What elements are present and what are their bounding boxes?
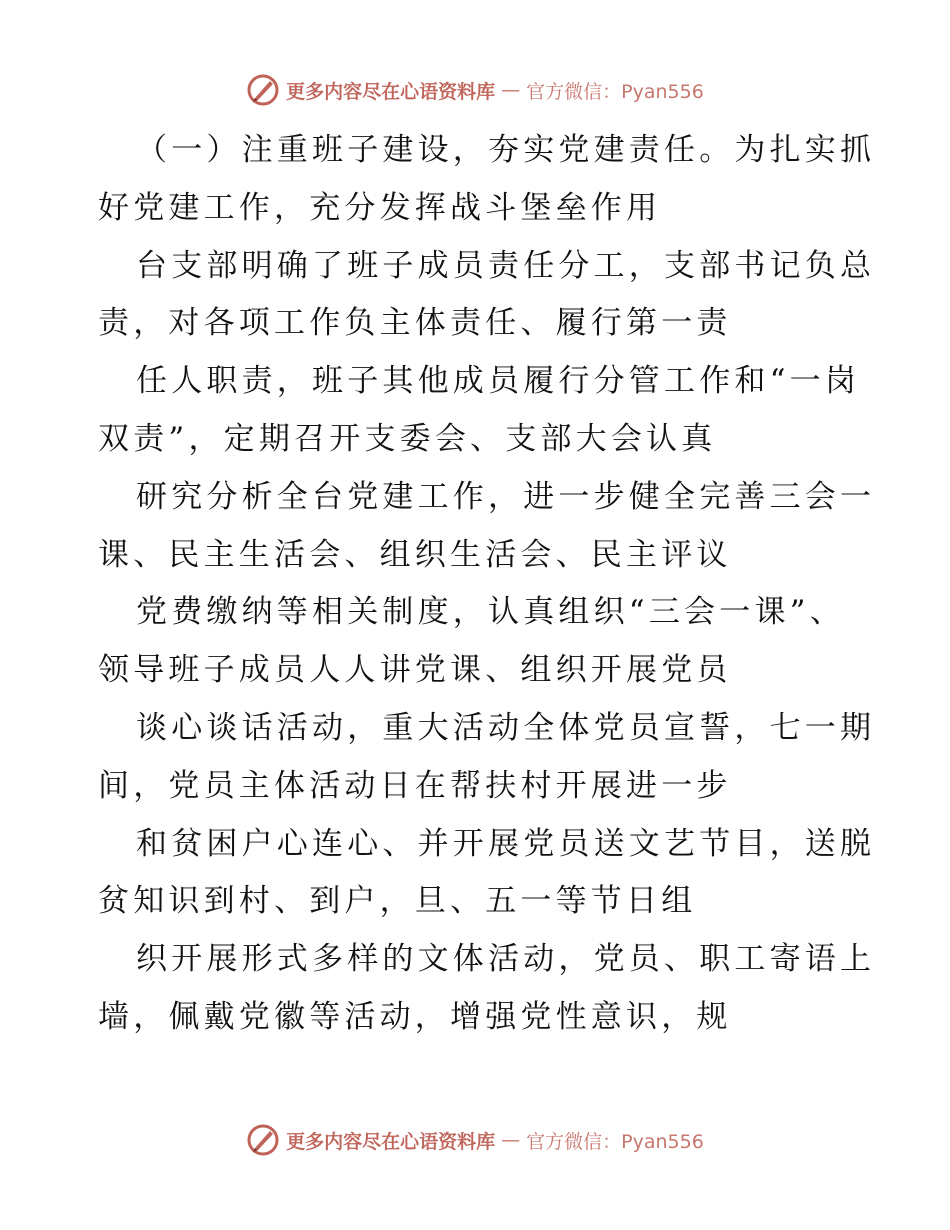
paragraph-line: 党费缴纳等相关制度，认真组织“三会一课”、 xyxy=(136,594,845,631)
paragraph-1 xyxy=(98,122,876,238)
paragraph-5 xyxy=(98,584,858,700)
paragraph-8 xyxy=(98,931,876,1047)
paragraph-line: 贫知识到村、到户，旦、五一等节日组 xyxy=(98,883,697,920)
paragraph-2 xyxy=(98,238,876,354)
paragraph-6 xyxy=(98,700,876,816)
document-body xyxy=(98,122,876,1047)
paragraph-line: 织开展形式多样的文体活动，党员、职工寄语上 xyxy=(136,941,876,978)
paragraph-line: 领导班子成员人人讲党课、组织开展党员 xyxy=(98,652,732,689)
watermark-dash: — xyxy=(501,1129,521,1151)
header-watermark xyxy=(0,70,950,110)
pen-circle-logo-icon xyxy=(246,1123,280,1157)
paragraph-line: 间，党员主体活动日在帮扶村开展进一步 xyxy=(98,767,732,804)
paragraph-line: 双责”，定期召开支委会、支部大会认真 xyxy=(98,420,717,457)
watermark-wechat: 官方微信：Pyan556 xyxy=(526,1130,704,1153)
paragraph-line: 墙，佩戴党徽等活动，增强党性意识，规 xyxy=(98,998,732,1035)
watermark-brand: 更多内容尽在心语资料库 xyxy=(286,1130,496,1153)
paragraph-line: 台支部明确了班子成员责任分工，支部书记负总 xyxy=(136,247,876,284)
watermark-dash: — xyxy=(501,79,521,101)
paragraph-3 xyxy=(98,353,861,469)
paragraph-line: 谈心谈话活动，重大活动全体党员宣誓，七一期 xyxy=(136,709,876,746)
watermark-brand: 更多内容尽在心语资料库 xyxy=(286,80,496,103)
paragraph-line: 任人职责，班子其他成员履行分管工作和“一岗 xyxy=(136,363,861,400)
pen-circle-logo-icon xyxy=(246,73,280,107)
paragraph-line: 好党建工作，充分发挥战斗堡垒作用 xyxy=(98,189,662,226)
footer-watermark xyxy=(0,1120,950,1160)
paragraph-7 xyxy=(98,816,876,932)
paragraph-line: （一）注重班子建设，夯实党建责任。为扎实抓 xyxy=(136,132,876,168)
paragraph-line: 研究分析全台党建工作，进一步健全完善三会一 xyxy=(136,478,876,515)
paragraph-line: 课、民主生活会、组织生活会、民主评议 xyxy=(98,536,732,573)
paragraph-line: 和贫困户心连心、并开展党员送文艺节目，送脱 xyxy=(136,825,876,862)
paragraph-line: 责，对各项工作负主体责任、履行第一责 xyxy=(98,305,732,342)
watermark-wechat: 官方微信：Pyan556 xyxy=(526,80,704,103)
paragraph-4 xyxy=(98,469,876,585)
